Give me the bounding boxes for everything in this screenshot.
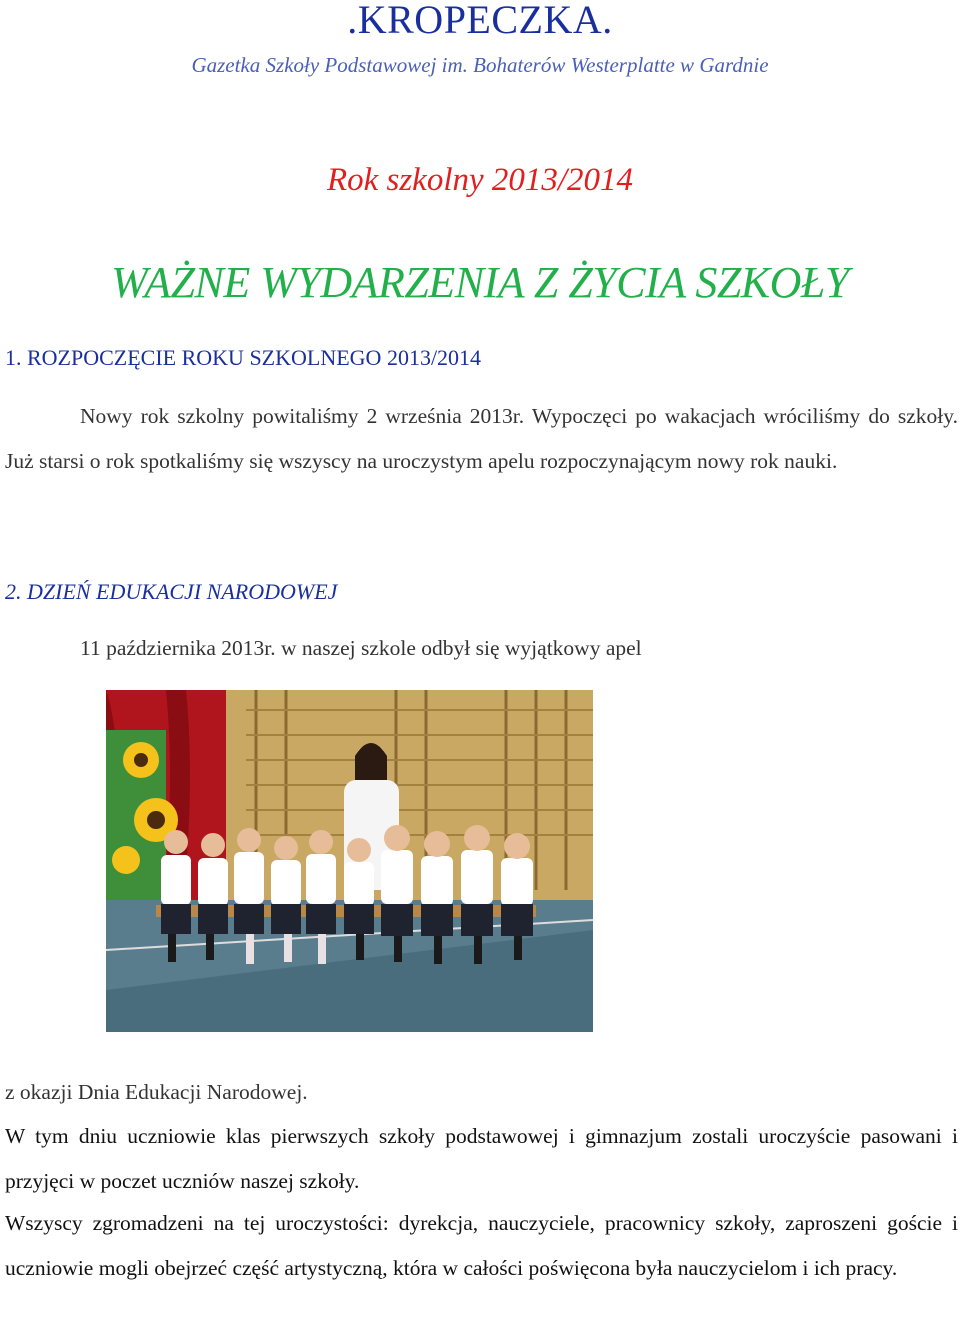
section-2-paragraph-1: W tym dniu uczniowie klas pierwszych szkoły podstawowej i gimnazjum zostali uroczyście pasowani i przyjęci w poczet uczniów naszej szkoły. (5, 1124, 958, 1193)
section-2-intro: 11 października 2013r. w naszej szkole odbył się wyjątkowy apel (80, 636, 642, 660)
newspaper-title: .KROPECZKA. (347, 0, 613, 42)
ceremony-photo (106, 690, 593, 1032)
main-heading: WAŻNE WYDARZENIA Z ŻYCIA SZKOŁY (111, 258, 849, 307)
section-2-paragraph-2: Wszyscy zgromadzeni na tej uroczystości: dyrekcja, nauczyciele, pracownicy szkoły, zaproszeni goście i uczniowie mogli obejrzeć część artystyczną, która w całości poświęcona była nauczycielom i ich pracy. (5, 1211, 958, 1280)
newspaper-subtitle: Gazetka Szkoły Podstawowej im. Bohaterów Westerplatte w Gardnie (191, 53, 769, 77)
section-1-text: Nowy rok szkolny powitaliśmy 2 września 2013r. Wypoczęci po wakacjach wróciliśmy do szkoły. Już starsi o rok spotkaliśmy się wszyscy na uroczystym apelu rozpoczynającym nowy rok nauki. (5, 404, 958, 473)
section-2-heading: 2. DZIEŃ EDUKACJI NARODOWEJ (5, 579, 338, 604)
section-2-after-photo: z okazji Dnia Edukacji Narodowej. (5, 1080, 308, 1104)
section-1-heading: 1. ROZPOCZĘCIE ROKU SZKOLNEGO 2013/2014 (5, 345, 482, 370)
school-year-heading: Rok szkolny 2013/2014 (326, 162, 634, 198)
